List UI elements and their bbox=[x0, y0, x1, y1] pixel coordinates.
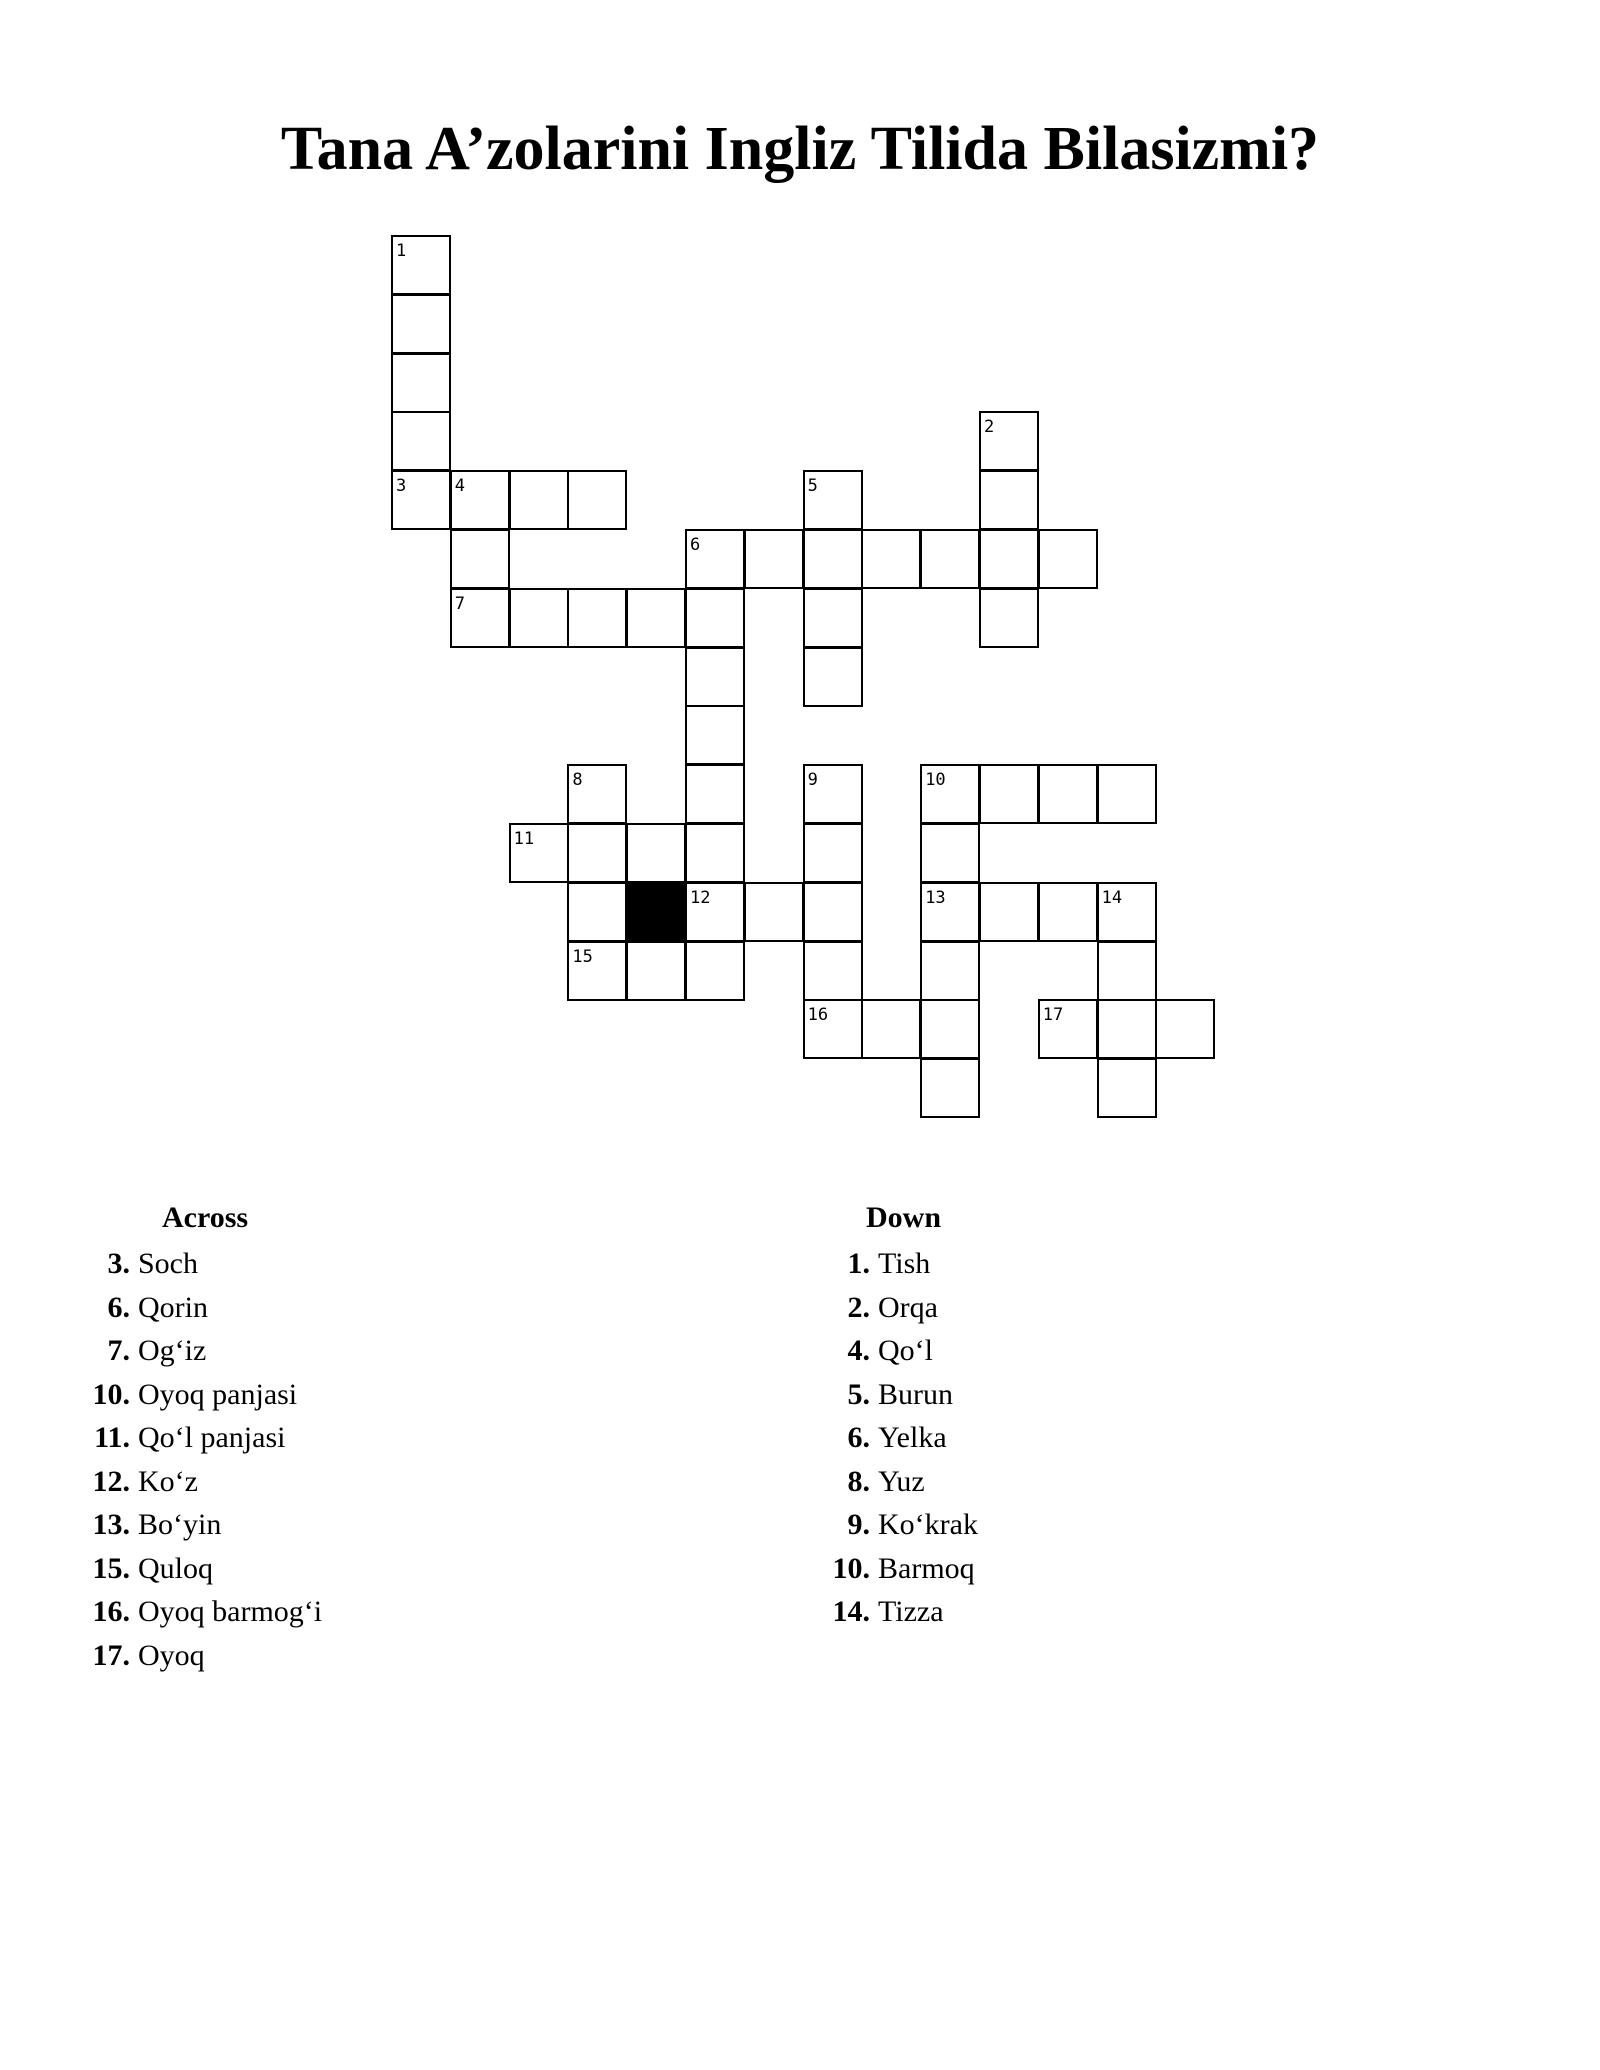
crossword-cell[interactable] bbox=[1038, 999, 1098, 1059]
clue-text: Burun bbox=[878, 1377, 953, 1411]
clue-number: 3 bbox=[396, 476, 407, 497]
clue-number: 9. bbox=[847, 1508, 870, 1541]
clue-number: 17. bbox=[92, 1638, 130, 1672]
down-heading: Down bbox=[866, 1201, 942, 1234]
crossword-cell[interactable] bbox=[861, 999, 921, 1059]
clue-number: 1 bbox=[396, 241, 407, 261]
across-heading: Across bbox=[162, 1201, 249, 1234]
clue-text: Oyoq bbox=[138, 1638, 205, 1672]
clue-number: 7 bbox=[454, 593, 466, 614]
clue-text: Oyoq panjasi bbox=[138, 1377, 298, 1411]
down-clue bbox=[820, 1503, 978, 1547]
crossword-cell[interactable] bbox=[626, 823, 686, 883]
crossword-cell[interactable] bbox=[567, 588, 627, 648]
clue-number: 13. bbox=[92, 1508, 130, 1541]
clue-text: Yuz bbox=[878, 1464, 925, 1498]
clue-text: Soch bbox=[138, 1247, 198, 1280]
down-clue bbox=[820, 1460, 978, 1504]
crossword-cell[interactable] bbox=[979, 411, 1039, 471]
clue-text: Oyoq barmog‘i bbox=[138, 1595, 323, 1628]
across-clue bbox=[80, 1634, 322, 1678]
clue-number: 9 bbox=[807, 770, 818, 791]
crossword-cell[interactable] bbox=[450, 588, 510, 648]
across-clue bbox=[80, 1460, 322, 1504]
crossword-cell[interactable] bbox=[920, 882, 980, 942]
crossword-cell[interactable] bbox=[685, 647, 745, 707]
crossword-cell[interactable] bbox=[391, 235, 451, 295]
across-clue bbox=[80, 1373, 322, 1417]
crossword-cell[interactable] bbox=[391, 470, 451, 530]
crossword-cell[interactable] bbox=[803, 470, 863, 530]
crossword-cell[interactable] bbox=[803, 647, 863, 707]
down-clue bbox=[820, 1373, 978, 1417]
crossword-cell[interactable] bbox=[744, 529, 804, 589]
crossword-cell[interactable] bbox=[509, 470, 569, 530]
clue-number: 1. bbox=[847, 1247, 870, 1280]
clue-number: 8 bbox=[572, 770, 583, 791]
clue-number: 10. bbox=[92, 1377, 130, 1411]
clue-text: Bo‘yin bbox=[138, 1508, 222, 1541]
across-clue bbox=[80, 1590, 322, 1634]
crossword-cell[interactable] bbox=[1038, 764, 1098, 824]
crossword-cell[interactable] bbox=[979, 882, 1039, 942]
down-clue bbox=[820, 1329, 978, 1373]
down-clue bbox=[820, 1590, 978, 1634]
crossword-cell[interactable] bbox=[685, 705, 745, 765]
clue-text: Tizza bbox=[878, 1595, 944, 1628]
clue-text: Orqa bbox=[878, 1290, 938, 1324]
crossword-cell[interactable] bbox=[1038, 529, 1098, 589]
clue-text: Yelka bbox=[878, 1421, 947, 1454]
clue-number: 12. bbox=[92, 1464, 130, 1498]
down-clue bbox=[820, 1242, 978, 1286]
crossword-cell[interactable] bbox=[450, 470, 510, 530]
across-clue bbox=[80, 1329, 322, 1373]
across-clue bbox=[80, 1547, 322, 1591]
clue-text: Qorin bbox=[138, 1290, 208, 1324]
crossword-cell[interactable] bbox=[920, 999, 980, 1059]
crossword-cell[interactable] bbox=[744, 882, 804, 942]
crossword-cell[interactable] bbox=[509, 588, 569, 648]
clue-number: 17 bbox=[1042, 1005, 1064, 1026]
clue-text: Qo‘l panjasi bbox=[138, 1421, 286, 1454]
crossword-cell[interactable] bbox=[979, 588, 1039, 648]
crossword-cell[interactable] bbox=[803, 823, 863, 883]
clue-number: 6. bbox=[107, 1290, 130, 1324]
across-clue bbox=[80, 1503, 322, 1547]
crossword-cell[interactable] bbox=[803, 764, 863, 824]
clue-number: 5 bbox=[807, 476, 818, 497]
clue-number: 15. bbox=[92, 1551, 130, 1585]
crossword-cell[interactable] bbox=[685, 941, 745, 1001]
across-clues bbox=[80, 1200, 322, 1677]
crossword-cell[interactable] bbox=[450, 529, 510, 589]
crossword-cell[interactable] bbox=[979, 764, 1039, 824]
clue-number: 14 bbox=[1101, 887, 1123, 908]
clue-text: Qo‘l bbox=[878, 1334, 933, 1367]
crossword-cell[interactable] bbox=[685, 588, 745, 648]
crossword-cell[interactable] bbox=[567, 941, 627, 1001]
crossword-cell[interactable] bbox=[803, 529, 863, 589]
clue-text: Ko‘krak bbox=[878, 1508, 978, 1541]
clue-number: 13 bbox=[925, 887, 946, 908]
clue-number: 2 bbox=[984, 417, 995, 438]
clue-number: 10. bbox=[832, 1551, 870, 1585]
clue-number: 6. bbox=[847, 1421, 870, 1454]
clue-number: 15 bbox=[572, 946, 593, 967]
clue-number: 16. bbox=[92, 1595, 130, 1628]
crossword-cell[interactable] bbox=[509, 823, 569, 883]
crossword-cell[interactable] bbox=[803, 882, 863, 942]
crossword-cell[interactable] bbox=[685, 823, 745, 883]
clue-number: 12 bbox=[690, 887, 711, 908]
clue-number: 10 bbox=[925, 770, 946, 791]
crossword-cell[interactable] bbox=[803, 999, 863, 1059]
crossword-cell[interactable] bbox=[861, 529, 921, 589]
page-title: Tana A’zolarini Ingliz Tilida Bilasizmi? bbox=[280, 115, 1320, 183]
clue-number: 11 bbox=[513, 829, 535, 849]
clue-number: 4 bbox=[454, 476, 466, 497]
clue-text: Tish bbox=[878, 1247, 931, 1280]
crossword-cell[interactable] bbox=[1097, 1058, 1157, 1118]
down-clue bbox=[820, 1286, 978, 1330]
down-clues bbox=[820, 1200, 978, 1634]
clue-number: 5. bbox=[847, 1377, 870, 1411]
clue-number: 7. bbox=[107, 1334, 130, 1367]
crossword-cell[interactable] bbox=[979, 470, 1039, 530]
crossword-cell[interactable] bbox=[391, 353, 451, 413]
crossword-cell[interactable] bbox=[626, 588, 686, 648]
down-clue bbox=[820, 1547, 978, 1591]
across-clue bbox=[80, 1286, 322, 1330]
clue-number: 6 bbox=[690, 535, 701, 555]
down-clue bbox=[820, 1416, 978, 1460]
crossword-cell[interactable] bbox=[685, 529, 745, 589]
clue-number: 4. bbox=[847, 1334, 870, 1367]
crossword-cell[interactable] bbox=[567, 470, 627, 530]
crossword-cell[interactable] bbox=[567, 882, 627, 942]
crossword-cell[interactable] bbox=[685, 764, 745, 824]
crossword-cell[interactable] bbox=[685, 882, 745, 942]
crossword-cell[interactable] bbox=[391, 294, 451, 354]
clue-number: 2. bbox=[847, 1290, 870, 1324]
clue-text: Ko‘z bbox=[138, 1464, 198, 1498]
clue-text: Og‘iz bbox=[138, 1334, 207, 1367]
crossword-cell[interactable] bbox=[391, 411, 451, 471]
clue-text: Barmoq bbox=[878, 1551, 975, 1585]
clue-number: 3. bbox=[107, 1247, 130, 1280]
crossword-cell[interactable] bbox=[920, 823, 980, 883]
crossword-cell[interactable] bbox=[979, 529, 1039, 589]
crossword-cell[interactable] bbox=[1155, 999, 1215, 1059]
crossword-cell[interactable] bbox=[803, 941, 863, 1001]
crossword-cell[interactable] bbox=[1097, 882, 1157, 942]
crossword-cell[interactable] bbox=[1038, 882, 1098, 942]
across-clue bbox=[80, 1416, 322, 1460]
clue-number: 14. bbox=[832, 1595, 870, 1628]
crossword-cell[interactable] bbox=[1097, 999, 1157, 1059]
clue-number: 16 bbox=[807, 1005, 829, 1026]
crossword-cell[interactable] bbox=[626, 941, 686, 1001]
crossword-cell[interactable] bbox=[803, 588, 863, 648]
crossword-cell[interactable] bbox=[920, 1058, 980, 1118]
crossword-cell[interactable] bbox=[567, 764, 627, 824]
crossword-cell[interactable] bbox=[1097, 764, 1157, 824]
crossword-block bbox=[626, 882, 686, 942]
crossword-cell[interactable] bbox=[920, 941, 980, 1001]
clue-number: 11. bbox=[94, 1421, 130, 1454]
across-clue bbox=[80, 1242, 322, 1286]
crossword-cell[interactable] bbox=[1097, 941, 1157, 1001]
crossword-cell[interactable] bbox=[920, 764, 980, 824]
clue-number: 8. bbox=[847, 1464, 870, 1498]
clue-text: Quloq bbox=[138, 1551, 213, 1585]
crossword-cell[interactable] bbox=[920, 529, 980, 589]
crossword-cell[interactable] bbox=[567, 823, 627, 883]
